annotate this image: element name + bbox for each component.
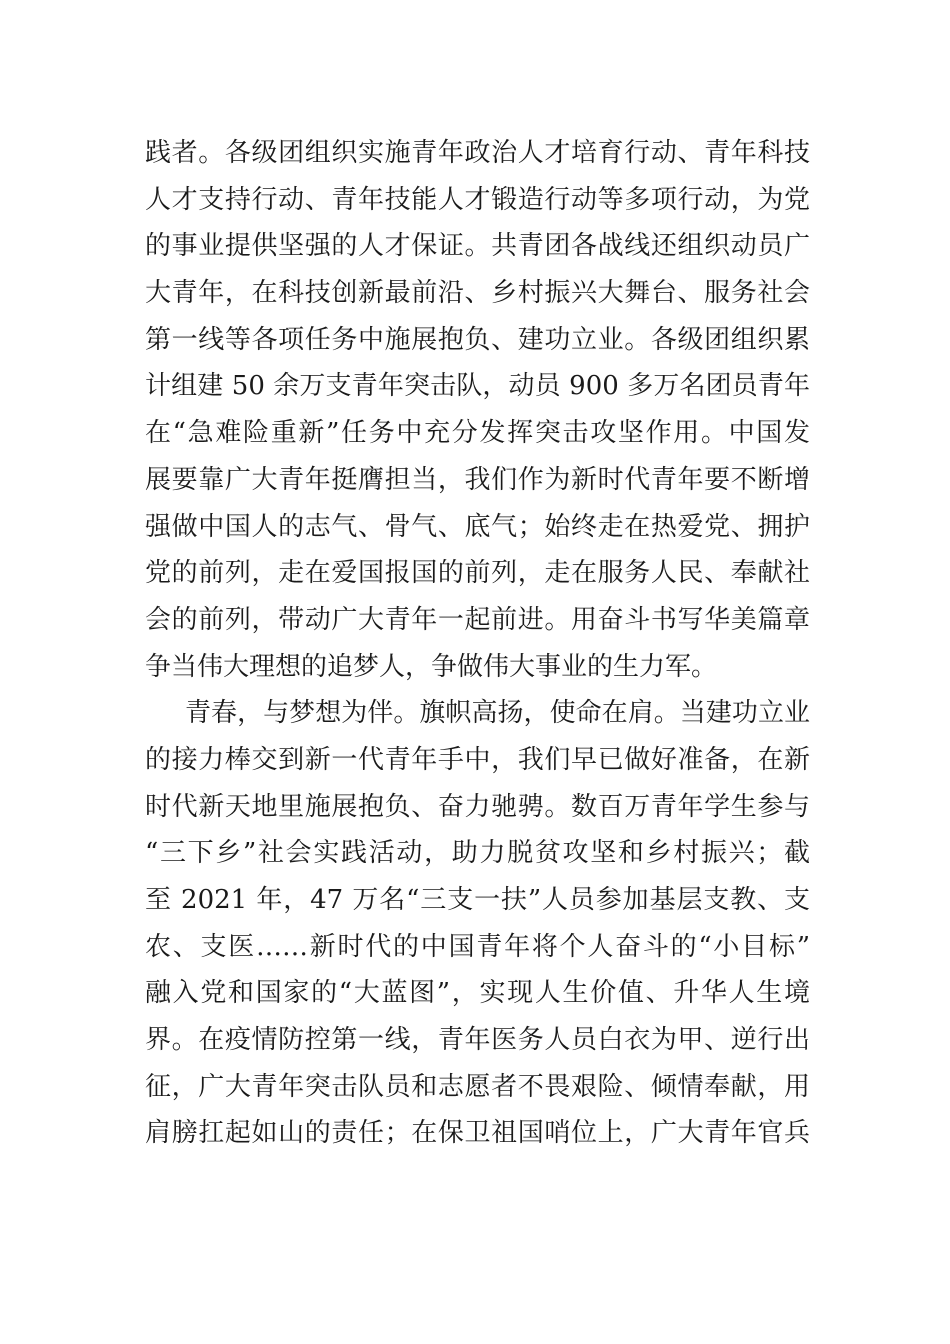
text-line: 肩膀扛起如山的责任；在保卫祖国哨位上，广大青年官兵 bbox=[145, 1118, 810, 1149]
text-line: 会的前列，带动广大青年一起前进。用奋斗书写华美篇章 bbox=[145, 604, 810, 635]
text-line: 的接力棒交到新一代青年手中，我们早已做好准备，在新 bbox=[145, 744, 810, 775]
text-line: 征，广大青年突击队员和志愿者不畏艰险、倾情奉献，用 bbox=[145, 1071, 810, 1102]
text-line: 人才支持行动、青年技能人才锻造行动等多项行动，为党 bbox=[145, 184, 810, 215]
paragraph-first-line: 青春，与梦想为伴。旗帜高扬，使命在肩。当建功立业 bbox=[185, 698, 810, 729]
text-line: 党的前列，走在爱国报国的前列，走在服务人民、奉献社 bbox=[145, 558, 810, 589]
text-line: 融入党和国家的“大蓝图”，实现人生价值、升华人生境 bbox=[145, 978, 810, 1009]
text-line: “三下乡”社会实践活动，助力脱贫攻坚和乡村振兴；截 bbox=[145, 838, 810, 869]
text-line: 时代新天地里施展抱负、奋力驰骋。数百万青年学生参与 bbox=[145, 791, 810, 822]
text-line: 界。在疫情防控第一线，青年医务人员白衣为甲、逆行出 bbox=[145, 1025, 810, 1056]
text-line: 的事业提供坚强的人才保证。共青团各战线还组织动员广 bbox=[145, 231, 810, 262]
text-line: 大青年，在科技创新最前沿、乡村振兴大舞台、服务社会 bbox=[145, 278, 810, 309]
paragraph-end-line: 争当伟大理想的追梦人，争做伟大事业的生力军。 bbox=[145, 651, 718, 682]
text-line: 计组建 50 余万支青年突击队，动员 900 多万名团员青年 bbox=[145, 371, 810, 402]
body-text bbox=[145, 130, 810, 1157]
text-line: 践者。各级团组织实施青年政治人才培育行动、青年科技 bbox=[145, 138, 810, 168]
text-line: 在“急难险重新”任务中充分发挥突击攻坚作用。中国发 bbox=[145, 418, 810, 449]
text-line: 至 2021 年，47 万名“三支一扶”人员参加基层支教、支 bbox=[145, 885, 810, 915]
text-line: 展要靠广大青年挺膺担当，我们作为新时代青年要不断增 bbox=[145, 464, 810, 495]
text-line: 农、支医……新时代的中国青年将个人奋斗的“小目标” bbox=[145, 931, 810, 962]
text-line: 强做中国人的志气、骨气、底气；始终走在热爱党、拥护 bbox=[145, 511, 810, 542]
text-line: 第一线等各项任务中施展抱负、建功立业。各级团组织累 bbox=[145, 324, 810, 355]
